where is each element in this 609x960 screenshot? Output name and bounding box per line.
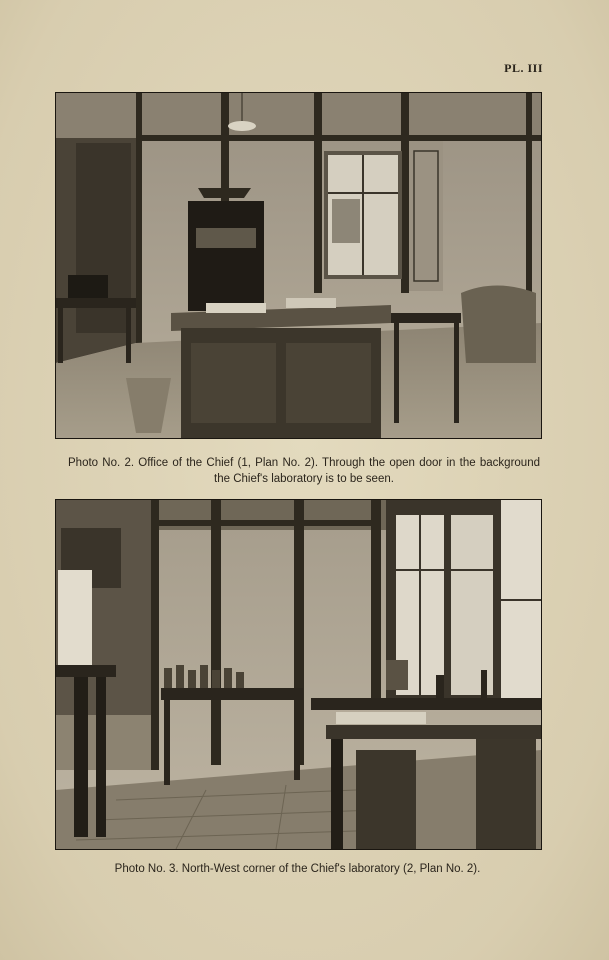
photo-caption: Photo No. 2. Office of the Chief (1, Plan No. 2). Through the open door in the background the Chief's laboratory is to be seen. (68, 457, 540, 485)
photo-office-image (56, 93, 541, 438)
photo-office-of-chief (55, 92, 542, 439)
photo-caption: Photo No. 3. North-West corner of the Chief's laboratory (2, Plan No. 2). (114, 863, 481, 875)
photo-laboratory-corner (55, 499, 542, 850)
photo-laboratory-image (56, 500, 541, 849)
plate-label: PL. III (504, 61, 543, 75)
